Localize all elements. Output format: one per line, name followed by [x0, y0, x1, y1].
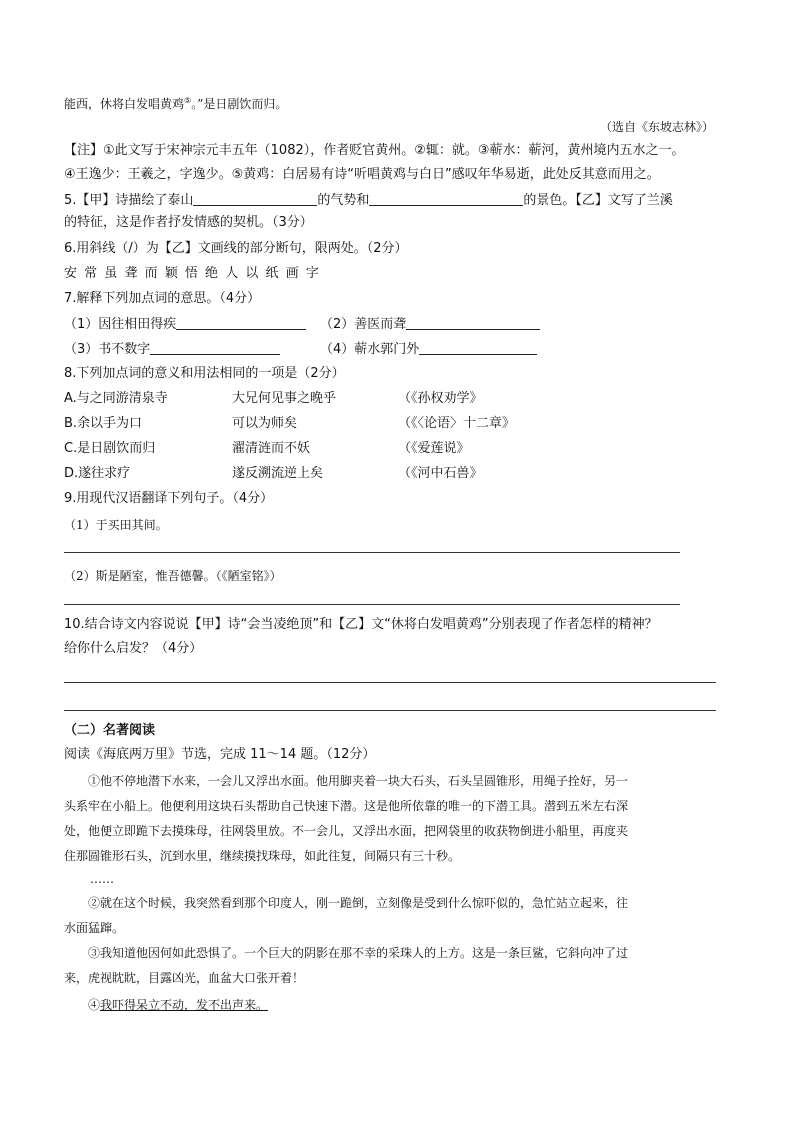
q8-option-b[interactable]: B.余以手为口 — [64, 416, 143, 431]
q8-option-c-compare: 濯清涟而不妖 — [232, 441, 311, 456]
passage-tail: 。”是日剧饮而归。 — [191, 97, 288, 111]
excerpt-p2-line-1: ②就在这个时候，我突然看到那个印度人，刚一跪倒，立刻像是受到什么惊吓似的，急忙站立起来，往 — [88, 896, 629, 910]
passage-text: 能西，休将白发唱黄鸡 — [64, 97, 185, 111]
q9-sentence-2: （2）斯是陋室，惟吾德馨。（《陋室铭》） — [64, 569, 282, 583]
excerpt-p3-line-2: 来，虎视眈眈，目露凶光，血盆大口张开着！ — [64, 971, 305, 985]
question-5-line-1 — [64, 191, 673, 210]
footnote-mark: ⑤ — [184, 96, 192, 105]
question-6-prompt: 6.用斜线（/）为【乙】文画线的部分断句，限两处。（2分） — [64, 241, 408, 256]
q7-item-3-text: （3）书不数字 — [64, 342, 151, 357]
excerpt-p1-line-2: 头系牢在小船上。他便利用这块石头帮助自己快速下潜。这是他所依靠的唯一的下潜工具。潜到五米左右深 — [64, 799, 629, 813]
excerpt-ellipsis: …… — [90, 872, 114, 886]
q5-blank-1[interactable] — [193, 191, 317, 206]
q8-option-b-source: （《〈论语〉十二章》 — [398, 416, 516, 431]
q8-option-d-compare: 遂反溯流逆上矣 — [232, 466, 324, 481]
question-5-line-2: 的特征，这是作者抒发情感的契机。（3分） — [64, 215, 313, 230]
q7-item-1-text: （1）因往相田得疾 — [64, 317, 177, 332]
question-7-prompt: 7.解释下列加点词的意思。（4分） — [64, 291, 261, 306]
section-2-heading: （二）名著阅读 — [64, 723, 156, 738]
q5-text-b: 的气势和 — [317, 193, 370, 208]
question-6-characters: 安常虽聋而颖悟绝人以纸画字 — [64, 266, 326, 281]
q9-sentence-1: （1）于买田其间。 — [64, 518, 168, 532]
q7-blank-1[interactable] — [176, 315, 306, 330]
excerpt-p4-underlined-text: 我吓得呆立不动，发不出声来。 — [100, 998, 269, 1012]
q5-blank-2[interactable] — [369, 191, 523, 206]
q7-item-4 — [320, 340, 537, 359]
q7-item-2 — [320, 315, 540, 334]
q8-option-a-compare: 大兄何见事之晚乎 — [232, 391, 337, 406]
passage-end-line — [64, 92, 287, 113]
question-8-prompt: 8.下列加点词的意义和用法相同的一项是（2分） — [64, 366, 345, 381]
q7-item-1 — [64, 315, 306, 334]
q10-answer-line-2[interactable] — [64, 710, 716, 711]
q8-option-d[interactable]: D.遂往求疗 — [64, 466, 131, 481]
q7-item-3 — [64, 340, 280, 359]
q10-answer-line-1[interactable] — [64, 682, 716, 683]
q7-blank-2[interactable] — [406, 315, 540, 330]
q8-option-a-source: （《孙权劝学》 — [398, 391, 483, 406]
excerpt-p1-line-1: ①他不停地潜下水来，一会儿又浮出水面。他用脚夹着一块大石头，石头呈圆锥形，用绳子拴好，另一 — [88, 774, 629, 788]
q5-text-a: 5.【甲】诗描绘了泰山 — [64, 193, 194, 208]
q8-option-c-source: （《爱莲说》 — [398, 441, 470, 456]
q7-item-4-text: （4）蕲水郭门外 — [320, 342, 420, 357]
question-10-line-1: 10.结合诗文内容说说【甲】诗“会当凌绝顶”和【乙】文“休将白发唱黄鸡”分别表现了作者怎样的精神？ — [64, 617, 658, 632]
excerpt-p4 — [88, 996, 268, 1014]
q9-answer-line-1[interactable] — [64, 552, 680, 553]
section-2-intro: 阅读《海底两万里》节选，完成 11～14 题。（12分） — [64, 747, 376, 762]
q7-item-2-text: （2）善医而聋 — [320, 317, 407, 332]
q8-option-b-compare: 可以为师矣 — [232, 416, 298, 431]
note-line-1: 【注】①此文写于宋神宗元丰五年（1082），作者贬官黄州。②辄：就。③蕲水：蕲河，黄州境内五水之一。 — [64, 143, 685, 158]
q5-text-c: 的景色。【乙】文写了兰溪 — [523, 193, 673, 208]
excerpt-p1-line-4: 住那圆锥形石头，沉到水里，继续摸找珠母，如此往复，间隔只有三十秒。 — [64, 849, 461, 863]
q7-blank-3[interactable] — [150, 340, 280, 355]
q8-option-d-source: （《河中石兽》 — [398, 466, 483, 481]
excerpt-p3-line-1: ③我知道他因何如此恐惧了。一个巨大的阴影在那不幸的采珠人的上方。这是一条巨鲨，它斜向冲了过 — [88, 946, 629, 960]
question-9-prompt: 9.用现代汉语翻译下列句子。（4分） — [64, 491, 274, 506]
passage-source: （选自《东坡志林》） — [600, 120, 715, 134]
q8-option-a[interactable]: A.与之同游清泉寺 — [64, 391, 168, 406]
q7-blank-4[interactable] — [419, 340, 537, 355]
excerpt-p2-line-2: 水面猛蹿。 — [64, 921, 125, 935]
excerpt-p1-line-3: 处，他便立即跪下去摸珠母，往网袋里放。不一会儿，又浮出水面，把网袋里的收获物倒进小船里，再度夹 — [64, 824, 629, 838]
question-10-line-2: 给你什么启发？（4分） — [64, 641, 203, 656]
excerpt-p4-number: ④ — [88, 998, 101, 1012]
q9-answer-line-2[interactable] — [64, 604, 680, 605]
q8-option-c[interactable]: C.是日剧饮而归 — [64, 441, 156, 456]
note-line-2: ④王逸少：王羲之，字逸少。⑤黄鸡：白居易有诗“听唱黄鸡与白日”感叹年华易逝，此处反其意而用之。 — [64, 167, 660, 182]
